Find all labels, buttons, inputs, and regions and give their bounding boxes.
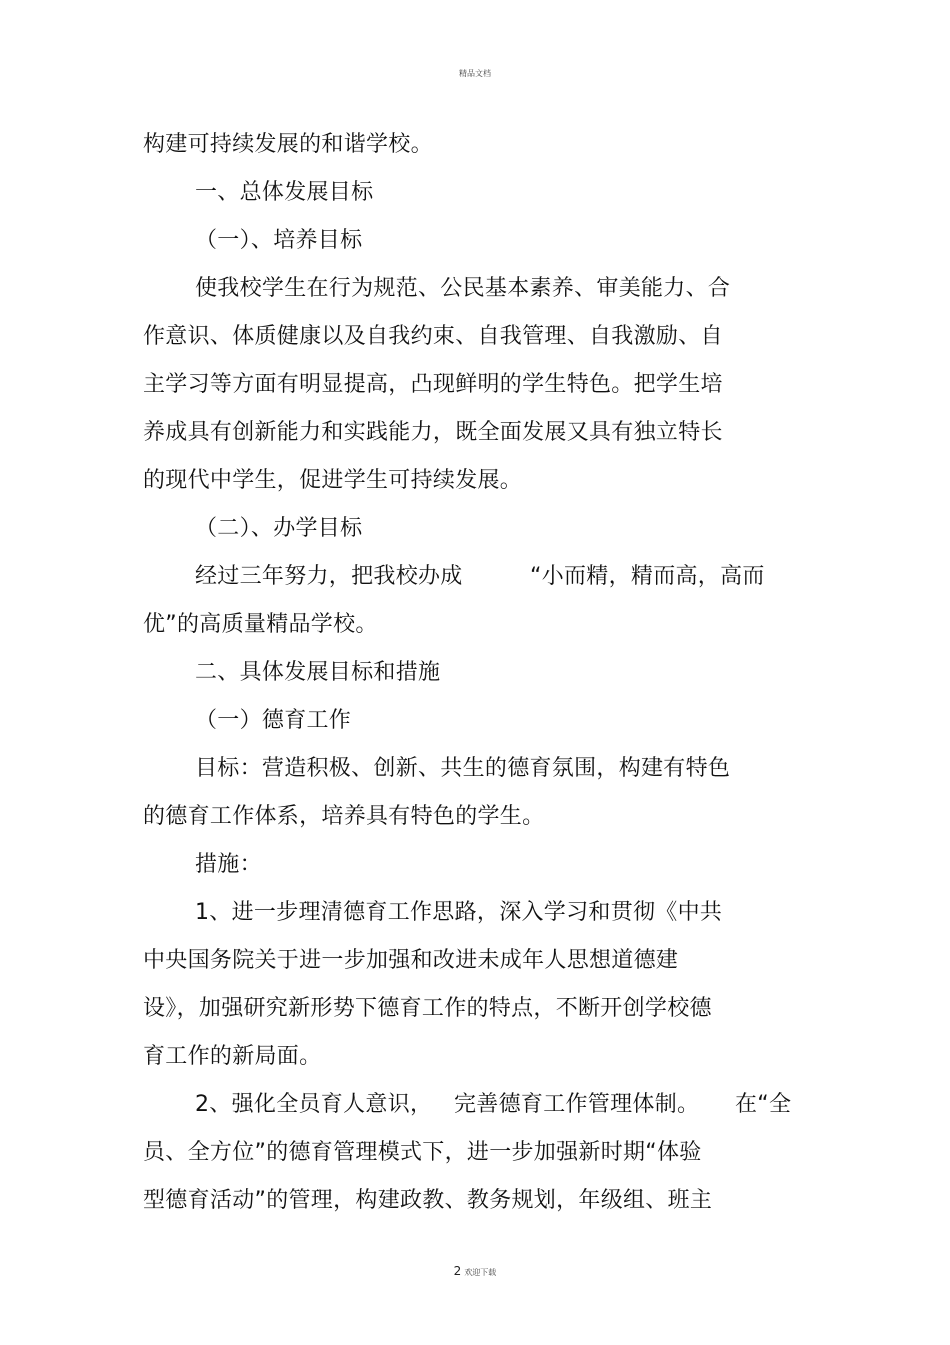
- text-line: 养成具有创新能力和实践能力，既全面发展又具有独立特长: [143, 420, 723, 445]
- text-line: 使我校学生在行为规范、公民基本素养、审美能力、合: [195, 276, 731, 301]
- text-line: 2、强化全员育人意识，: [195, 1092, 433, 1117]
- text-line: 设》，加强研究新形势下德育工作的特点，不断开创学校德: [143, 996, 712, 1021]
- text-line: 育工作的新局面。: [143, 1044, 322, 1069]
- text-line: 1、进一步理清德育工作思路，深入学习和贯彻《中共: [195, 900, 723, 925]
- text-line-fragment: “小而精，精而高，高而: [530, 564, 765, 589]
- page-header: 精品文档: [459, 69, 491, 78]
- text-line: 员、全方位”的德育管理模式下，进一步加强新时期“体验: [143, 1140, 702, 1165]
- text-line: 主学习等方面有明显提高，凸现鲜明的学生特色。把学生培: [143, 372, 723, 397]
- footer-text: 欢迎下载: [464, 1268, 497, 1277]
- text-line: 目标：营造积极、创新、共生的德育氛围，构建有特色: [195, 756, 731, 781]
- text-line: 的德育工作体系，培养具有特色的学生。: [143, 804, 545, 829]
- text-line-fragment: 在“全: [735, 1092, 792, 1117]
- page-footer: [0, 1260, 950, 1279]
- subsection-heading: （一）德育工作: [195, 708, 352, 733]
- subsection-heading: （一）、培养目标: [195, 228, 363, 253]
- text-line-fragment: 完善德育工作管理体制。: [454, 1092, 700, 1117]
- text-line: 构建可持续发展的和谐学校。: [143, 132, 433, 157]
- page-number: 2: [453, 1264, 462, 1278]
- section-heading: 一、总体发展目标: [195, 180, 374, 205]
- text-line: 措施：: [195, 852, 262, 877]
- text-line: 作意识、体质健康以及自我约束、自我管理、自我激励、自: [143, 324, 723, 349]
- section-heading: 二、具体发展目标和措施: [195, 660, 441, 685]
- text-line: 的现代中学生，促进学生可持续发展。: [143, 468, 523, 493]
- text-line: 经过三年努力，把我校办成: [195, 564, 463, 589]
- text-line: 中央国务院关于进一步加强和改进未成年人思想道德建: [143, 948, 679, 973]
- text-line: 型德育活动”的管理，构建政教、教务规划，年级组、班主: [143, 1188, 713, 1213]
- subsection-heading: （二）、办学目标: [195, 516, 363, 541]
- text-line: 优”的高质量精品学校。: [143, 612, 378, 637]
